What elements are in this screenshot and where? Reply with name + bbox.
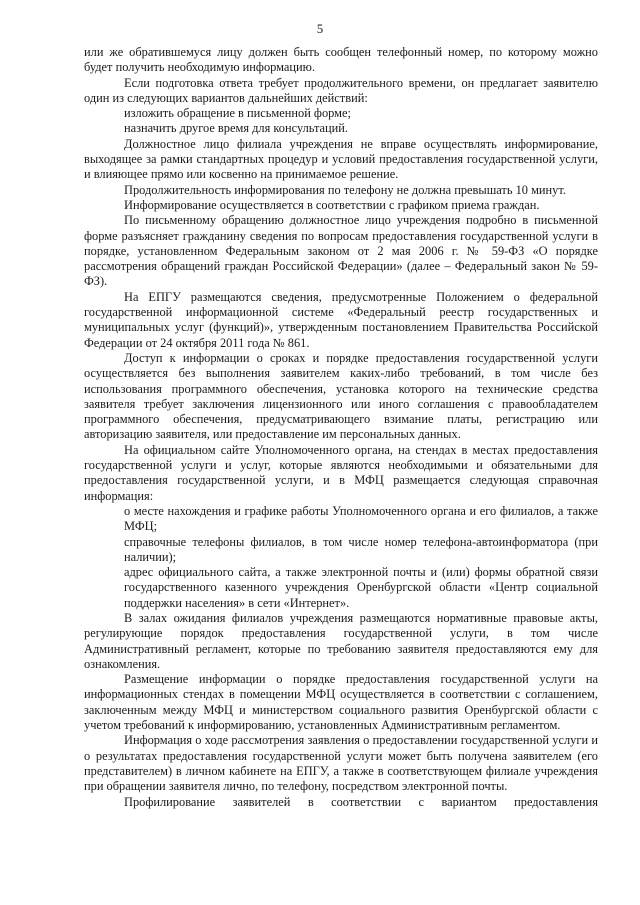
paragraph: Продолжительность информирования по телефону не должна превышать 10 минут. — [124, 182, 566, 197]
paragraph: Информация о ходе рассмотрения заявления о предоставлении государственной услуги и о результатах предоставления государственной услуги может быть получена заявителем (его представителем) в личном кабинете на ЕПГУ, а также в соответствующем филиале учреждения при обращении заявителя лично, по телефону, посредством электронной почты. — [84, 733, 598, 794]
paragraph: Профилирование заявителей в соответствии с вариантом предоставления — [124, 794, 598, 809]
paragraph: Доступ к информации о сроках и порядке предоставления государственной услуги осуществляется без выполнения заявителем каких-либо требований, в том числе без использования программного обеспечения, установка которого на технические средства заявителя требует заключения лицензионного или иного соглашения с правообладателем программного обеспечения, предусматривающего взимание платы, регистрацию или авторизацию заявителя, или предоставление им персональных данных. — [84, 350, 598, 442]
list-item: справочные телефоны филиалов, в том числе номер телефона-автоинформатора (при наличии); — [124, 534, 598, 564]
paragraph: Если подготовка ответа требует продолжительного времени, он предлагает заявителю один из следующих вариантов дальнейших действий: — [84, 75, 598, 105]
paragraph: В залах ожидания филиалов учреждения размещаются нормативные правовые акты, регулирующие порядок предоставления государственной услуги, в том числе Административный регламент, которые по требованию заявителя предоставляются ему для ознакомления. — [84, 610, 598, 671]
paragraph: По письменному обращению должностное лицо учреждения подробно в письменной форме разъясняет гражданину сведения по вопросам предоставления государственной услуги в порядке, установленном Федеральным законом от 2 мая 2006 г. № 59-ФЗ «О порядке рассмотрения обращений граждан Российской Федерации» (далее – Федеральный закон № 59-ФЗ). — [84, 213, 598, 289]
paragraph: Размещение информации о порядке предоставления государственной услуги на информационных стендах в помещении МФЦ осуществляется в соответствии с соглашением, заключенным между МФЦ и министерством социального развития Оренбургской области с учетом требований к информированию, установленных Административным регламентом. — [84, 672, 598, 733]
page-number: 5 — [316, 22, 324, 36]
paragraph: Должностное лицо филиала учреждения не вправе осуществлять информирование, выходящее за рамки стандартных процедур и условий предоставления государственной услуги, и влияющее прямо или косвенно на принимаемое решение. — [84, 136, 598, 182]
paragraph: На официальном сайте Уполномоченного органа, на стендах в местах предоставления государственной услуги и услуг, которые являются необходимыми и обязательными для предоставления государственной услуги, и в МФЦ размещается следующая справочная информация: — [84, 442, 598, 503]
paragraph: назначить другое время для консультаций. — [124, 121, 349, 136]
paragraph: изложить обращение в письменной форме; — [124, 106, 351, 121]
paragraph: Информирование осуществляется в соответствии с графиком приема граждан. — [124, 197, 540, 212]
document-body — [84, 45, 598, 810]
list-item: адрес официального сайта, а также электронной почты и (или) формы обратной связи государственного казенного учреждения Оренбургской области «Центр социальной поддержки населения» в сети «Интернет». — [124, 565, 598, 610]
list-item: о месте нахождения и графике работы Уполномоченного органа и его филиалов, а также МФЦ; — [124, 503, 598, 534]
paragraph: На ЕПГУ размещаются сведения, предусмотренные Положением о федеральной государственной информационной системе «Федеральный реестр государственных и муниципальных услуг (функций)», утвержденным постановлением Правительства Российской Федерации от 24 октября 2011 года № 861. — [84, 289, 598, 350]
paragraph: или же обратившемуся лицу должен быть сообщен телефонный номер, по которому можно будет получить необходимую информацию. — [84, 45, 598, 75]
